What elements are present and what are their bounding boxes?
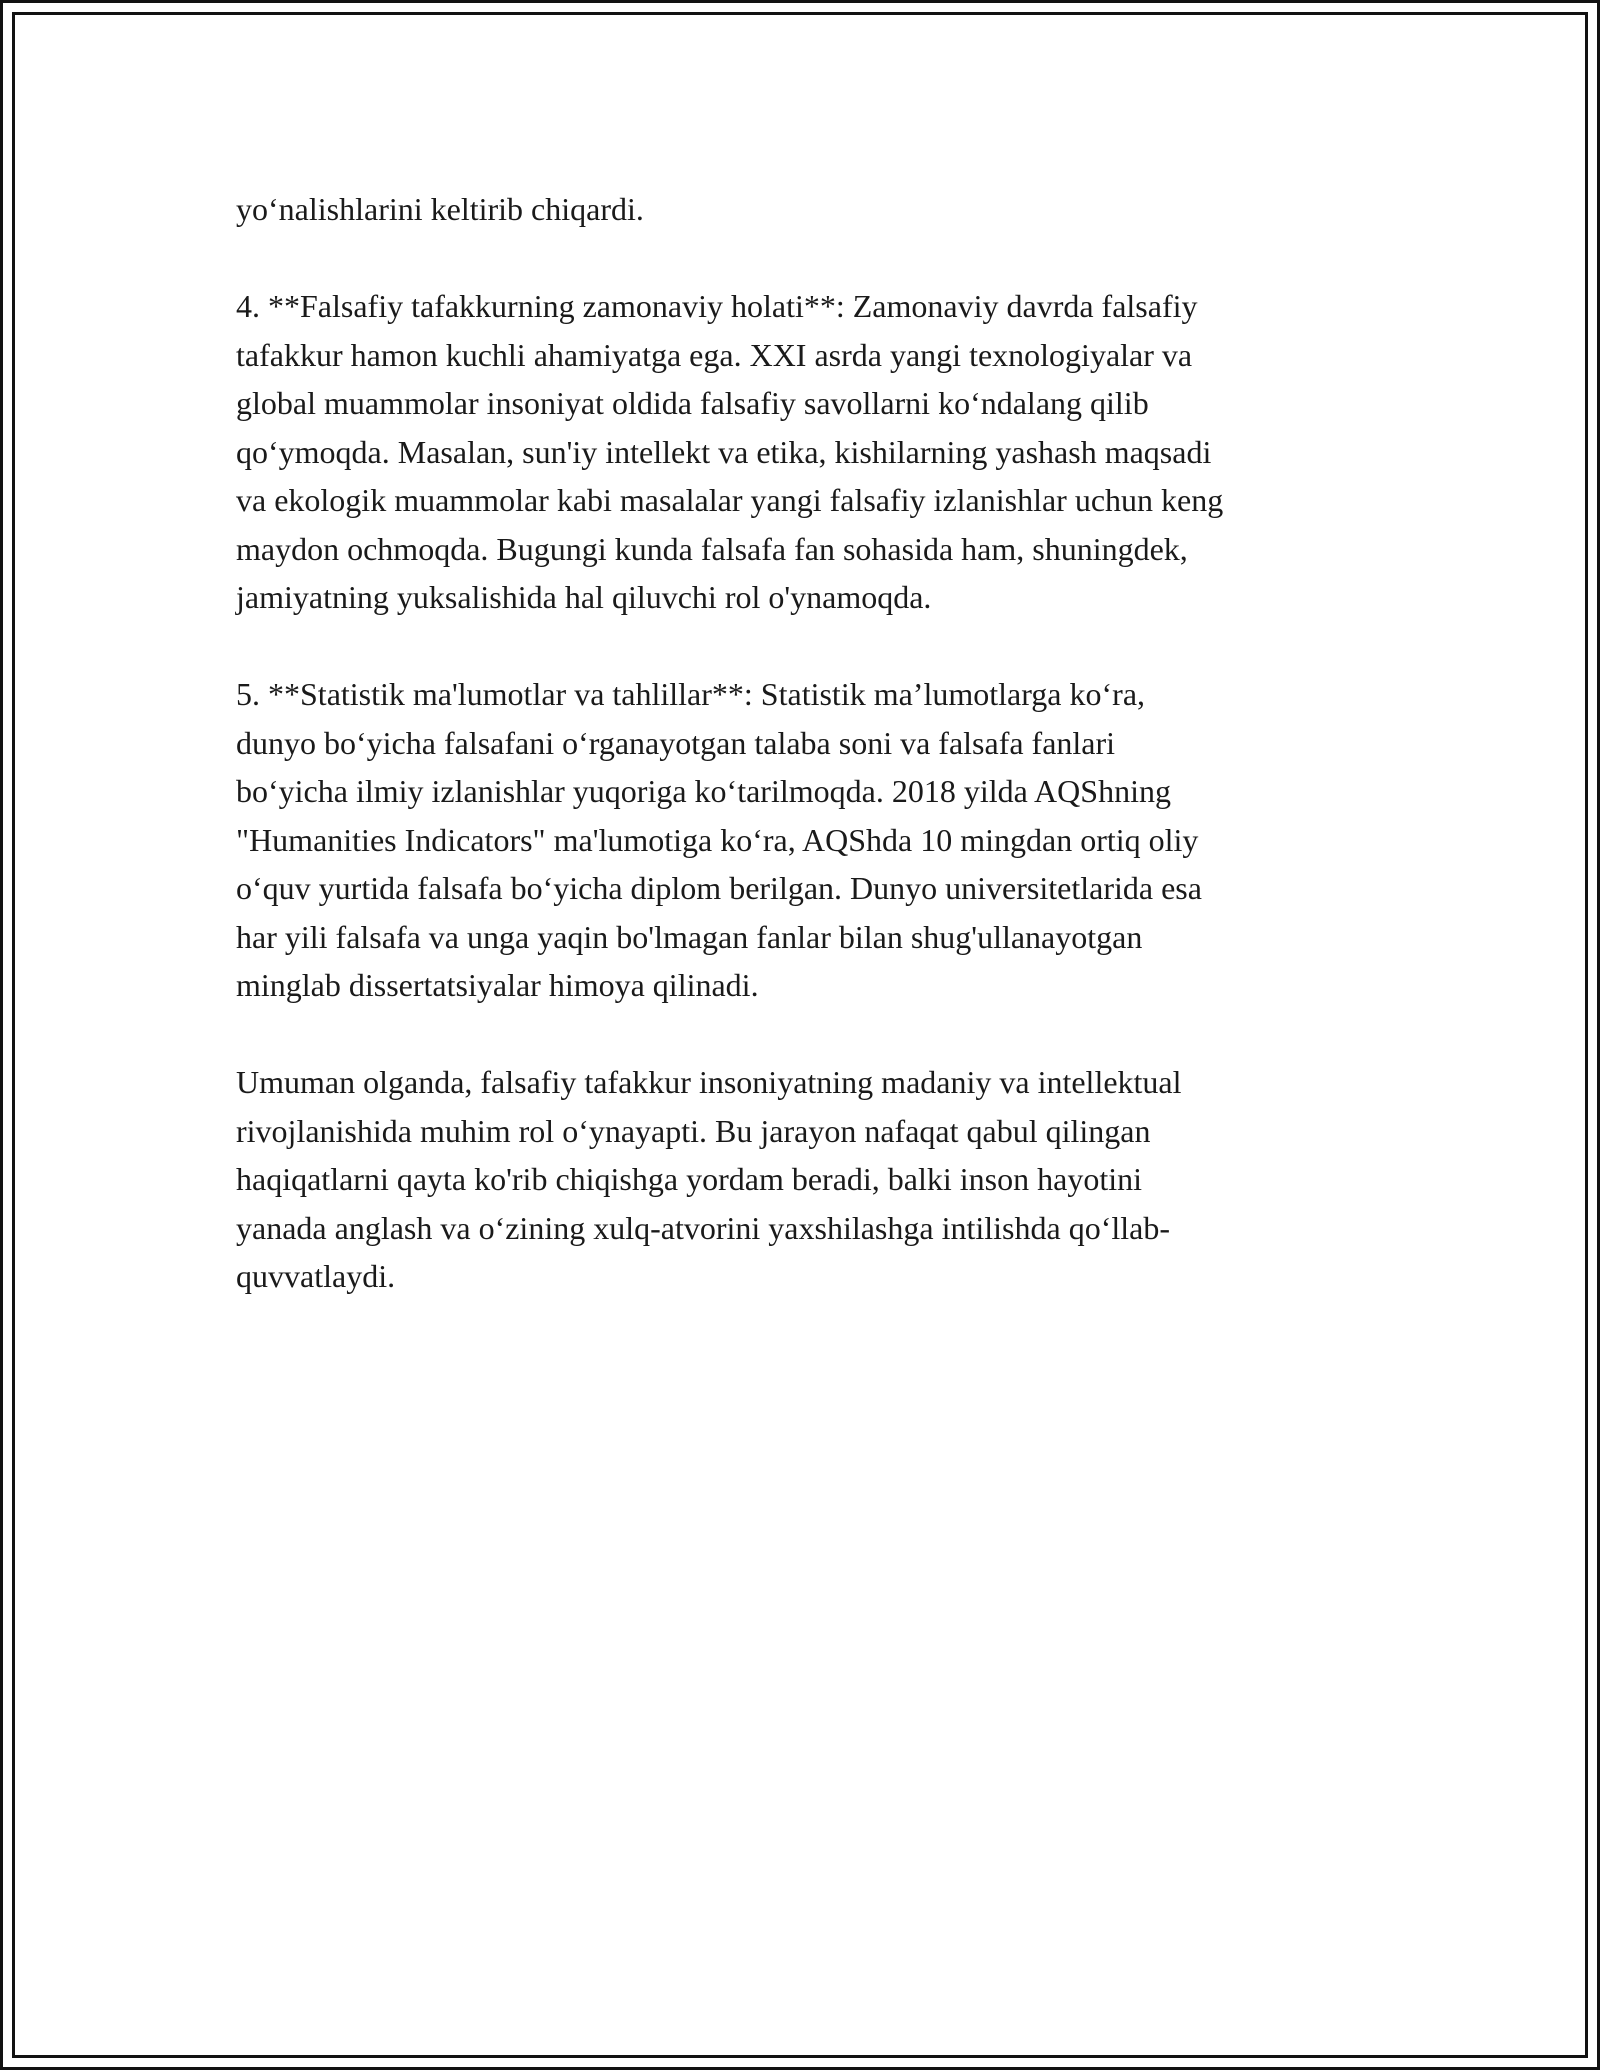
text-line: 5. **Statistik ma'lumotlar va tahlillar**: Statistik ma’lumotlarga ko‘ra,: [236, 676, 1146, 712]
paragraph-section-4: [236, 282, 1386, 622]
text-line: o‘quv yurtida falsafa bo‘yicha diplom berilgan. Dunyo universitetlarida esa: [236, 870, 1202, 906]
text-line: 4. **Falsafiy tafakkurning zamonaviy holati**: Zamonaviy davrda falsafiy: [236, 288, 1198, 324]
text-line: jamiyatning yuksalishida hal qiluvchi rol o'ynamoqda.: [236, 579, 932, 615]
paragraph-section-5: [236, 670, 1386, 1010]
text-line: yo‘nalishlarini keltirib chiqardi.: [236, 191, 644, 227]
text-line: "Humanities Indicators" ma'lumotiga ko‘ra, AQShda 10 mingdan ortiq oliy: [236, 821, 1199, 858]
text-line: maydon ochmoqda. Bugungi kunda falsafa fan sohasida ham, shuningdek,: [236, 530, 1188, 567]
text-line: bo‘yicha ilmiy izlanishlar yuqoriga ko‘tarilmoqda. 2018 yilda AQShning: [236, 773, 1171, 809]
text-line: global muammolar insoniyat oldida falsafiy savollarni ko‘ndalang qilib: [236, 385, 1149, 421]
paragraph-continuation: [236, 185, 1386, 234]
document-body: [236, 185, 1386, 1349]
text-line: tafakkur hamon kuchli ahamiyatga ega. XXI asrda yangi texnologiyalar va: [236, 336, 1193, 373]
text-line: quvvatlaydi.: [236, 1258, 396, 1294]
text-line: minglab dissertatsiyalar himoya qilinadi.: [236, 967, 759, 1003]
text-line: rivojlanishida muhim rol o‘ynayapti. Bu jarayon nafaqat qabul qilingan: [236, 1112, 1151, 1149]
text-line: Umuman olganda, falsafiy tafakkur insoniyatning madaniy va intellektual: [236, 1064, 1182, 1100]
text-line: va ekologik muammolar kabi masalalar yangi falsafiy izlanishlar uchun keng: [236, 482, 1224, 518]
text-line: haqiqatlarni qayta ko'rib chiqishga yordam beradi, balki inson hayotini: [236, 1161, 1142, 1197]
text-line: har yili falsafa va unga yaqin bo'lmagan fanlar bilan shug'ullanayotgan: [236, 918, 1143, 955]
paragraph-conclusion: [236, 1058, 1386, 1301]
text-line: yanada anglash va o‘zining xulq-atvorini yaxshilashga intilishda qo‘llab-: [236, 1209, 1170, 1246]
text-line: qo‘ymoqda. Masalan, sun'iy intellekt va etika, kishilarning yashash maqsadi: [236, 433, 1212, 470]
text-line: dunyo bo‘yicha falsafani o‘rganayotgan talaba soni va falsafa fanlari: [236, 724, 1116, 761]
